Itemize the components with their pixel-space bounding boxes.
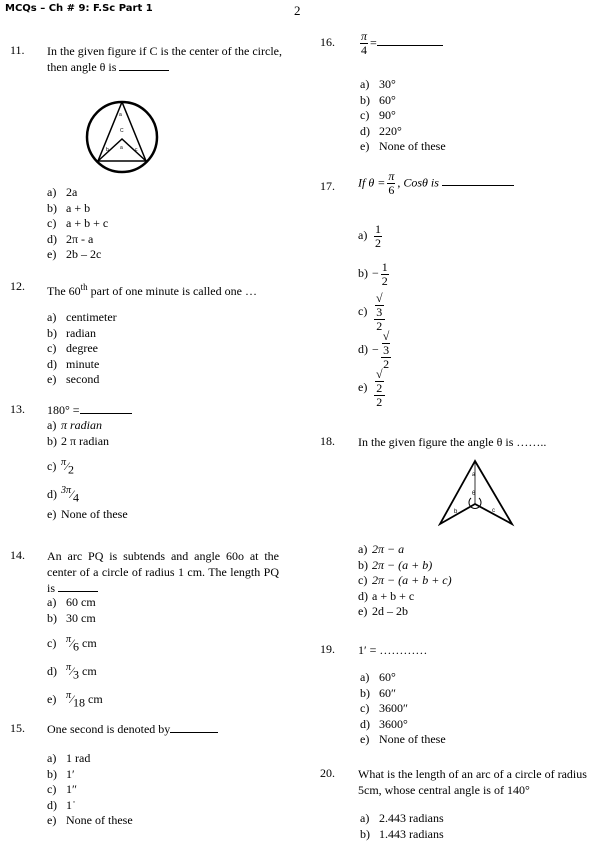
figure-label-c: c <box>492 508 495 514</box>
page-header: MCQs – Ch # 9: F.Sc Part 1 <box>5 3 153 14</box>
option-a[interactable]: a) 2.443 radians <box>360 811 444 825</box>
option-e[interactable]: e) None of these <box>47 507 128 521</box>
option-a[interactable]: a) 2a <box>47 185 78 199</box>
option-e[interactable]: e) second <box>47 372 100 386</box>
option-b[interactable]: b) radian <box>47 325 96 340</box>
question-number: 16. <box>320 35 335 49</box>
arrowhead-angle-figure <box>438 458 516 528</box>
option-b[interactable]: b) 2 π radian <box>47 433 110 448</box>
question-stem: $\frac{\pi}{4}$ = <box>358 30 443 57</box>
option-d[interactable]: d) 3600° <box>360 716 408 731</box>
question-stem: If θ = $\frac{\pi}{6}$ , Cosθ is <box>358 170 514 197</box>
figure-label-bottom: a <box>120 145 123 151</box>
option-d[interactable]: d) $^{3\pi}⁄_4$ <box>47 485 80 505</box>
question-stem: In the given figure the angle θ is …….. <box>358 435 547 449</box>
options-list <box>47 185 108 263</box>
option-e[interactable]: e) √ 2 2 <box>358 367 383 409</box>
option-c[interactable]: c) 2π − (a + b + c) <box>358 573 452 587</box>
option-e[interactable]: e) None of these <box>360 139 446 153</box>
option-c[interactable]: c) $^\pi⁄_2$ <box>47 457 75 477</box>
option-c[interactable]: c) 90° <box>360 108 396 122</box>
answer-blank <box>377 34 443 46</box>
question-number: 13. <box>10 402 25 416</box>
option-a[interactable]: a) 2π − a <box>358 542 405 556</box>
option-d[interactable]: d) 220° <box>360 123 402 138</box>
option-d[interactable]: d) 2π - a <box>47 231 94 246</box>
option-a[interactable]: a) π radian <box>47 418 103 432</box>
question-number: 20. <box>320 766 335 780</box>
option-b[interactable]: b) 1′ <box>47 766 75 781</box>
options-list <box>47 310 117 388</box>
option-e[interactable]: e) None of these <box>360 732 446 746</box>
option-b[interactable]: b) − $\frac{1}{2}$ <box>358 259 388 288</box>
page-number: 2 <box>294 3 301 18</box>
option-e[interactable]: e) $^\pi⁄_{18}$ cm <box>47 690 103 710</box>
question-stem: What is the length of an arc of a circle of radius 5cm, whose central angle is of 140° <box>358 767 587 797</box>
option-a[interactable]: a) 60 cm <box>47 595 96 609</box>
answer-blank <box>58 580 98 592</box>
answer-blank <box>80 402 132 414</box>
question-stem: One second is denoted by <box>47 721 218 737</box>
options-list <box>358 216 393 409</box>
options-list <box>360 77 446 155</box>
question-stem: 180° = <box>47 402 132 418</box>
option-b[interactable]: b) 30 cm <box>47 610 96 625</box>
option-c[interactable]: c) 1″ <box>47 782 77 796</box>
option-c[interactable]: c) $^\pi⁄_6$ cm <box>47 634 97 654</box>
question-number: 11. <box>10 43 25 57</box>
figure-label-top: a <box>119 112 122 118</box>
question-number: 14. <box>10 548 25 562</box>
option-d[interactable]: d) $^\pi⁄_3$ cm <box>47 662 97 682</box>
question-number: 17. <box>320 179 335 193</box>
option-e[interactable]: e) None of these <box>47 813 133 827</box>
option-d[interactable]: d) a + b + c <box>358 588 415 603</box>
option-b[interactable]: b) 60″ <box>360 685 396 700</box>
options-list <box>360 811 444 842</box>
question-number: 19. <box>320 642 335 656</box>
option-d[interactable]: d) 1˙ <box>47 797 76 812</box>
question-stem: The 60th part of one minute is called one … <box>47 282 257 298</box>
figure-label-right: c <box>135 147 138 153</box>
option-b[interactable]: b) 2π − (a + b) <box>358 557 433 572</box>
question-number: 15. <box>10 721 25 735</box>
question-stem: 1′ = ………… <box>358 643 428 657</box>
option-b[interactable]: b) 60° <box>360 92 396 107</box>
answer-blank <box>170 721 218 733</box>
option-c[interactable]: c) √ 3 2 <box>358 291 383 333</box>
option-a[interactable]: a) 1 rad <box>47 751 91 765</box>
question-number: 18. <box>320 434 335 448</box>
options-list <box>47 418 128 523</box>
option-a[interactable]: a) 60° <box>360 670 396 684</box>
option-a[interactable]: a) centimeter <box>47 310 117 324</box>
option-a[interactable]: a) 30° <box>360 77 396 91</box>
option-e[interactable]: e) 2b – 2c <box>47 247 102 261</box>
figure-label-left: b <box>106 147 109 153</box>
option-c[interactable]: c) degree <box>47 341 98 355</box>
option-b[interactable]: b) 1.443 radians <box>360 826 444 841</box>
options-list <box>358 542 452 620</box>
option-a[interactable]: a) $\frac{1}{2}$ <box>358 221 381 250</box>
option-c[interactable]: c) 3600″ <box>360 701 408 715</box>
figure-label-theta: θ <box>472 491 476 497</box>
question-number: 12. <box>10 279 25 293</box>
question-stem: An arc PQ is subtends and angle 60o at the center of a circle of radius 1 cm. The length PQ is <box>47 549 279 595</box>
options-list <box>360 670 446 748</box>
options-list <box>47 595 103 710</box>
answer-blank <box>442 174 514 186</box>
figure-label-center: C <box>120 128 124 134</box>
figure-label-a: a <box>472 472 476 478</box>
option-b[interactable]: b) a + b <box>47 200 91 215</box>
option-d[interactable]: d) − √ 3 2 <box>358 329 390 371</box>
options-list <box>47 751 133 829</box>
answer-blank <box>119 59 169 71</box>
option-e[interactable]: e) 2d – 2b <box>358 604 408 618</box>
option-c[interactable]: c) a + b + c <box>47 216 109 230</box>
figure-label-b: b <box>454 509 458 515</box>
circle-angle-figure <box>84 99 160 175</box>
option-d[interactable]: d) minute <box>47 356 100 371</box>
question-stem: In the given figure if C is the center of the circle, then angle θ is <box>47 44 282 74</box>
